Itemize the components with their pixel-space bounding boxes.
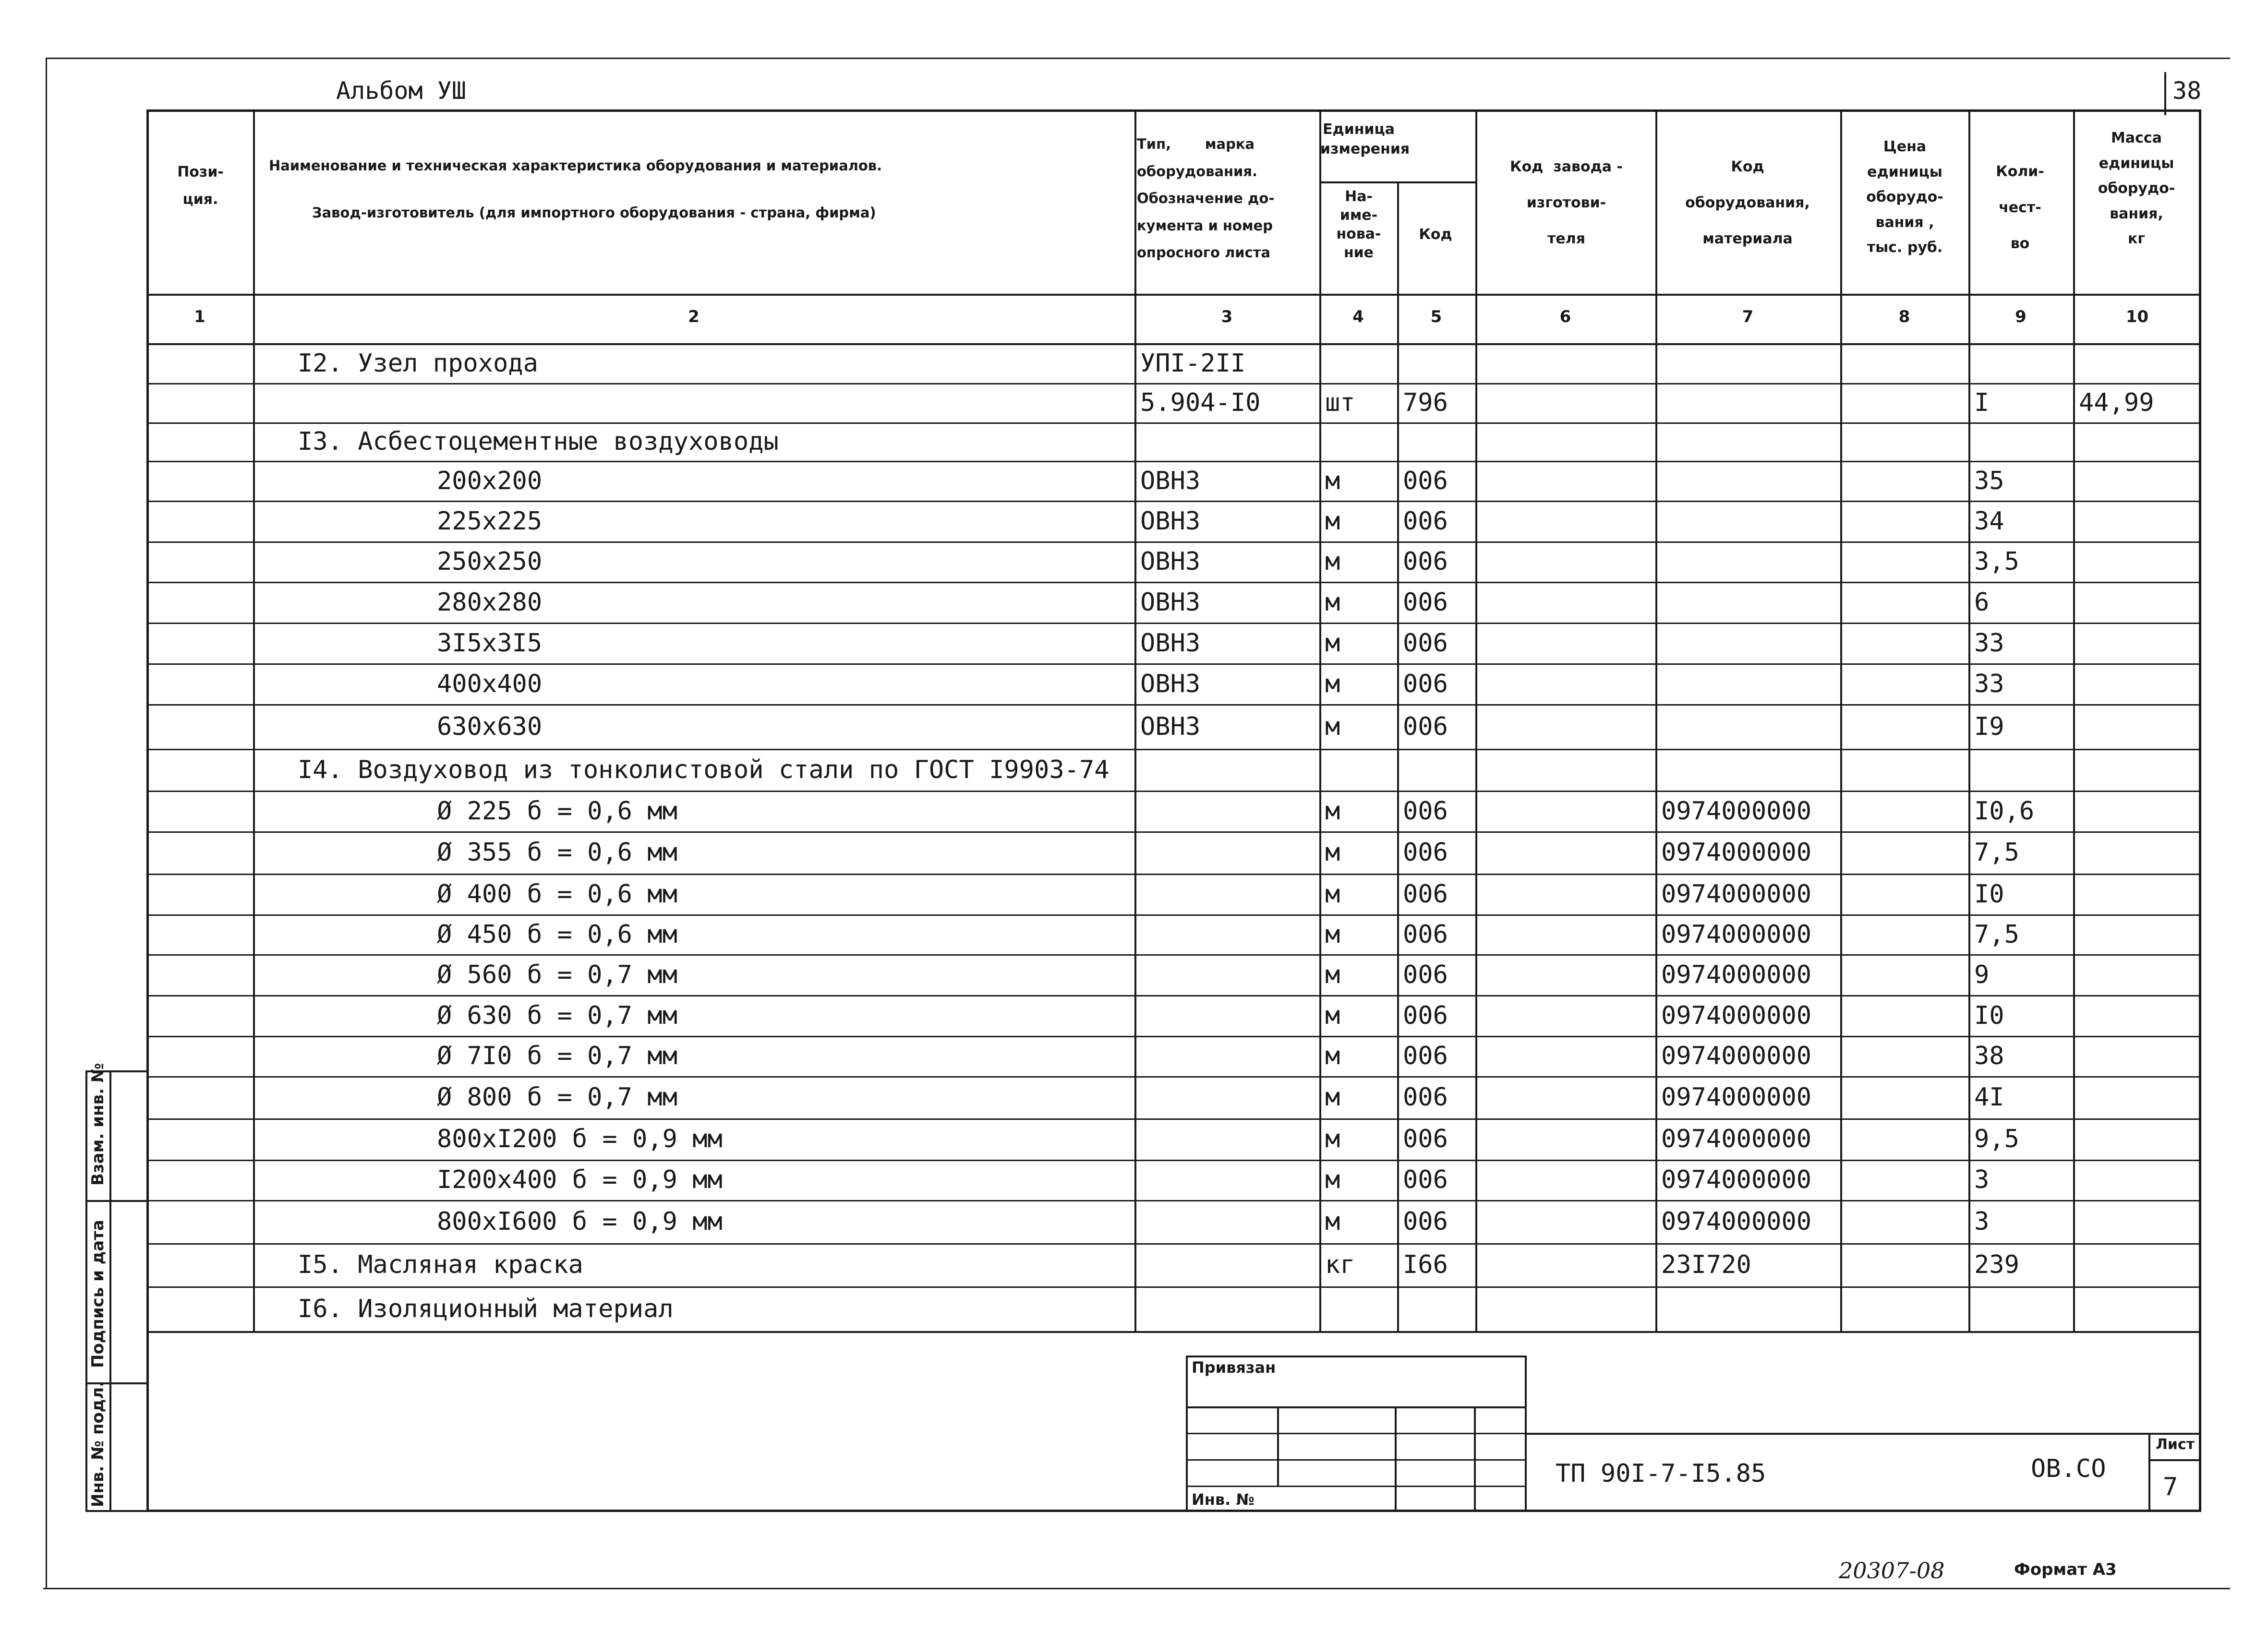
cell-qty: 33	[1974, 628, 2004, 658]
cell-unit: м	[1325, 1207, 1340, 1236]
side-label-vzam: Взам. инв. №	[88, 1063, 108, 1186]
cell-type: ОВНЗ	[1140, 506, 1201, 536]
header-name-line2: Завод-изготовитель (для импортного оборудования - страна, фирма)	[312, 204, 876, 221]
column-number: 3	[1221, 307, 1233, 326]
section-code: ОВ.СО	[2031, 1454, 2106, 1483]
cell-type: УПI-2II	[1140, 348, 1246, 378]
row-line	[146, 954, 2201, 956]
cell-name: I5. Масляная краска	[298, 1250, 583, 1279]
cell-mat: 0974000000	[1661, 1001, 1812, 1030]
cell-name: I2. Узел прохода	[298, 348, 538, 378]
cell-code: 006	[1403, 669, 1448, 698]
column-divider	[253, 109, 255, 1331]
row-line	[146, 461, 2201, 462]
title-block-top-line	[1527, 1433, 2201, 1435]
cell-code: 006	[1403, 960, 1448, 989]
cell-unit: м	[1325, 1083, 1340, 1112]
document-code: ТП 90I-7-I5.85	[1556, 1459, 1766, 1488]
table-bottom-line	[146, 1331, 2201, 1333]
cell-name: I6. Изоляционный материал	[298, 1294, 674, 1323]
row-line	[146, 501, 2201, 502]
cell-unit: м	[1325, 547, 1340, 576]
cell-mat: 0974000000	[1661, 1125, 1812, 1153]
row-line	[146, 541, 2201, 543]
side-label-invpodl: Инв. № подл.	[88, 1380, 108, 1507]
header-unit: Единица измерения	[1320, 121, 1410, 157]
cell-mat: 23I720	[1661, 1250, 1751, 1279]
column-divider	[1840, 109, 1842, 1331]
sheet-number-divider	[2164, 72, 2166, 115]
column-divider	[1397, 181, 1399, 1331]
cell-unit: м	[1325, 1165, 1340, 1194]
cell-qty: 7,5	[1974, 838, 2019, 867]
cell-code: 006	[1403, 1125, 1448, 1153]
sheet-number-top: 38	[2172, 77, 2202, 105]
column-number: 6	[1559, 307, 1571, 326]
cell-type: ОВНЗ	[1140, 588, 1201, 617]
row-line	[146, 749, 2201, 750]
row-line	[146, 1243, 2201, 1245]
cell-mat: 0974000000	[1661, 1042, 1812, 1070]
cell-unit: м	[1325, 920, 1340, 949]
column-divider	[1475, 109, 1477, 1331]
column-divider	[2073, 109, 2075, 1331]
cell-name: Ø 400 б = 0,6 мм	[437, 879, 677, 909]
cell-name: I4. Воздуховод из тонколистовой стали по ГОСТ I9903-74	[298, 755, 1110, 784]
cell-name: 800xI600 б = 0,9 мм	[437, 1207, 723, 1236]
inv-no-label: Инв. №	[1192, 1490, 1255, 1509]
stamp-col-line-2	[1395, 1406, 1397, 1512]
cell-mat: 0974000000	[1661, 1207, 1812, 1236]
cell-name: 400x400	[437, 669, 543, 698]
cell-type: ОВНЗ	[1140, 466, 1201, 495]
cell-code: 006	[1403, 879, 1448, 909]
cell-unit: м	[1325, 1125, 1340, 1153]
cell-code: 006	[1403, 506, 1448, 536]
cell-unit: шт	[1325, 388, 1355, 417]
cell-code: I66	[1403, 1250, 1448, 1279]
album-title: Альбом УШ	[336, 77, 466, 105]
cell-unit: кг	[1325, 1250, 1355, 1279]
cell-qty: 9,5	[1974, 1125, 2019, 1153]
column-number: 9	[2015, 307, 2027, 326]
column-number: 5	[1430, 307, 1442, 326]
cell-code: 006	[1403, 1207, 1448, 1236]
cell-name: 800xI200 б = 0,9 мм	[437, 1125, 723, 1153]
cell-unit: м	[1325, 588, 1340, 617]
list-box-divider	[2148, 1459, 2201, 1461]
cell-name: Ø 800 б = 0,7 мм	[437, 1083, 677, 1112]
cell-qty: I0	[1974, 879, 2004, 909]
cell-type: ОВНЗ	[1140, 628, 1201, 658]
cell-name: I3. Асбестоцементные воздуховоды	[298, 427, 779, 456]
cell-name: I200x400 б = 0,9 мм	[437, 1165, 723, 1194]
cell-unit: м	[1325, 1001, 1340, 1030]
row-line	[146, 663, 2201, 665]
row-line	[146, 1076, 2201, 1078]
list-number: 7	[2163, 1473, 2178, 1501]
cell-mat: 0974000000	[1661, 1083, 1812, 1112]
column-number: 8	[1898, 307, 1910, 326]
cell-name: 250x250	[437, 547, 543, 576]
column-divider	[1319, 109, 1321, 1331]
row-line	[146, 422, 2201, 424]
row-line	[146, 383, 2201, 384]
header-name-line1: Наименование и техническая характеристика оборудования и материалов.	[269, 157, 882, 174]
row-line	[146, 791, 2201, 792]
cell-code: 006	[1403, 712, 1448, 741]
cell-mat: 0974000000	[1661, 879, 1812, 909]
cell-mat: 0974000000	[1661, 796, 1812, 826]
stamp-col-line-3	[1474, 1406, 1476, 1512]
header-material-code: Код оборудования, материала	[1685, 158, 1810, 247]
row-line	[146, 1160, 2201, 1161]
cell-qty: 7,5	[1974, 920, 2019, 949]
header-price: Цена единицы оборудо- вания , тыс. руб.	[1866, 138, 1943, 256]
header-bottom-line	[146, 294, 2201, 296]
header-position: Пози- ция.	[177, 164, 224, 208]
cell-name: 200x200	[437, 466, 543, 495]
cell-unit: м	[1325, 506, 1340, 536]
header-quantity: Коли- чест- во	[1996, 163, 2044, 252]
outer-top-line	[46, 58, 2230, 59]
cell-code: 006	[1403, 1001, 1448, 1030]
header-mass: Масса единицы оборудо- вания, кг	[2098, 130, 2175, 247]
cell-code: 006	[1403, 838, 1448, 867]
row-line	[146, 704, 2201, 706]
cell-code: 006	[1403, 920, 1448, 949]
cell-code: 006	[1403, 1042, 1448, 1070]
cell-mat: 0974000000	[1661, 920, 1812, 949]
cell-qty: I0	[1974, 1001, 2004, 1030]
cell-unit: м	[1325, 879, 1340, 909]
cell-name: 225x225	[437, 506, 543, 536]
row-line	[146, 874, 2201, 875]
cell-qty: I9	[1974, 712, 2004, 741]
cell-qty: 4I	[1974, 1083, 2004, 1112]
outer-left-line	[46, 58, 47, 1589]
cell-code: 006	[1403, 588, 1448, 617]
list-label: Лист	[2156, 1436, 2195, 1453]
cell-mass: 44,99	[2079, 388, 2154, 417]
side-stamp-divider	[109, 1070, 111, 1512]
column-divider	[1655, 109, 1657, 1331]
cell-unit: м	[1325, 960, 1340, 989]
cell-code: 006	[1403, 547, 1448, 576]
handwritten-number: 20307-08	[1839, 1558, 1945, 1584]
header-unit-code: Код	[1419, 226, 1452, 243]
cell-name: Ø 450 б = 0,6 мм	[437, 920, 677, 949]
cell-name: 630x630	[437, 712, 543, 741]
side-label-podpis: Подпись и дата	[88, 1220, 108, 1368]
cell-name: 3I5x3I5	[437, 628, 543, 658]
row-line	[146, 831, 2201, 833]
cell-unit: м	[1325, 628, 1340, 658]
column-number: 1	[194, 307, 205, 326]
cell-qty: 6	[1974, 588, 1990, 617]
cell-qty: 38	[1974, 1042, 2004, 1070]
column-divider	[1134, 109, 1136, 1331]
cell-qty: 3,5	[1974, 547, 2019, 576]
cell-qty: 9	[1974, 960, 1990, 989]
cell-code: 006	[1403, 1165, 1448, 1194]
row-line	[146, 1036, 2201, 1037]
cell-name: Ø 560 б = 0,7 мм	[437, 960, 677, 989]
cell-code: 006	[1403, 466, 1448, 495]
row-line	[146, 1286, 2201, 1288]
row-line	[146, 1200, 2201, 1201]
cell-mat: 0974000000	[1661, 1165, 1812, 1194]
side-stamp-line-1	[85, 1200, 148, 1202]
colnum-bottom-line	[146, 343, 2201, 345]
cell-mat: 0974000000	[1661, 960, 1812, 989]
header-unit-name: На- име- нова- ние	[1336, 188, 1381, 261]
column-number: 2	[688, 307, 700, 326]
cell-unit: м	[1325, 1042, 1340, 1070]
column-divider	[1968, 109, 1970, 1331]
cell-qty: I0,6	[1974, 796, 2035, 826]
cell-name: Ø 225 б = 0,6 мм	[437, 796, 677, 826]
cell-type: ОВНЗ	[1140, 712, 1201, 741]
header-type: Тип, марка оборудования. Обозначение до- кумента и номер опросного листа	[1137, 136, 1275, 261]
row-line	[146, 914, 2201, 916]
cell-unit: м	[1325, 838, 1340, 867]
cell-name: Ø 7I0 б = 0,7 мм	[437, 1042, 677, 1070]
cell-qty: 3	[1974, 1165, 1990, 1194]
privyazan-label: Привязан	[1192, 1358, 1276, 1377]
cell-name: Ø 355 б = 0,6 мм	[437, 838, 677, 867]
cell-type: ОВНЗ	[1140, 669, 1201, 698]
outer-bottom-line	[43, 1588, 2230, 1589]
cell-code: 006	[1403, 1083, 1448, 1112]
cell-type: 5.904-I0	[1140, 388, 1261, 417]
cell-unit: м	[1325, 712, 1340, 741]
cell-code: 796	[1403, 388, 1448, 417]
cell-type: ОВНЗ	[1140, 547, 1201, 576]
row-line	[146, 1118, 2201, 1120]
format-label: Формат А3	[2014, 1560, 2117, 1579]
header-factory-code: Код завода - изготови- теля	[1510, 158, 1623, 247]
cell-unit: м	[1325, 796, 1340, 826]
cell-qty: I	[1974, 388, 1990, 417]
cell-qty: 33	[1974, 669, 2004, 698]
cell-qty: 3	[1974, 1207, 1990, 1236]
stamp-col-line-1	[1277, 1406, 1279, 1486]
cell-name: 280x280	[437, 588, 543, 617]
row-line	[146, 623, 2201, 624]
column-number: 4	[1352, 307, 1364, 326]
cell-unit: м	[1325, 669, 1340, 698]
row-line	[146, 995, 2201, 996]
column-number: 10	[2125, 307, 2149, 326]
cell-qty: 35	[1974, 466, 2004, 495]
row-line	[146, 582, 2201, 583]
cell-name: Ø 630 б = 0,7 мм	[437, 1001, 677, 1030]
cell-code: 006	[1403, 796, 1448, 826]
cell-mat: 0974000000	[1661, 838, 1812, 867]
cell-qty: 34	[1974, 506, 2004, 536]
cell-unit: м	[1325, 466, 1340, 495]
column-number: 7	[1742, 307, 1754, 326]
cell-qty: 239	[1974, 1250, 2019, 1279]
cell-code: 006	[1403, 628, 1448, 658]
